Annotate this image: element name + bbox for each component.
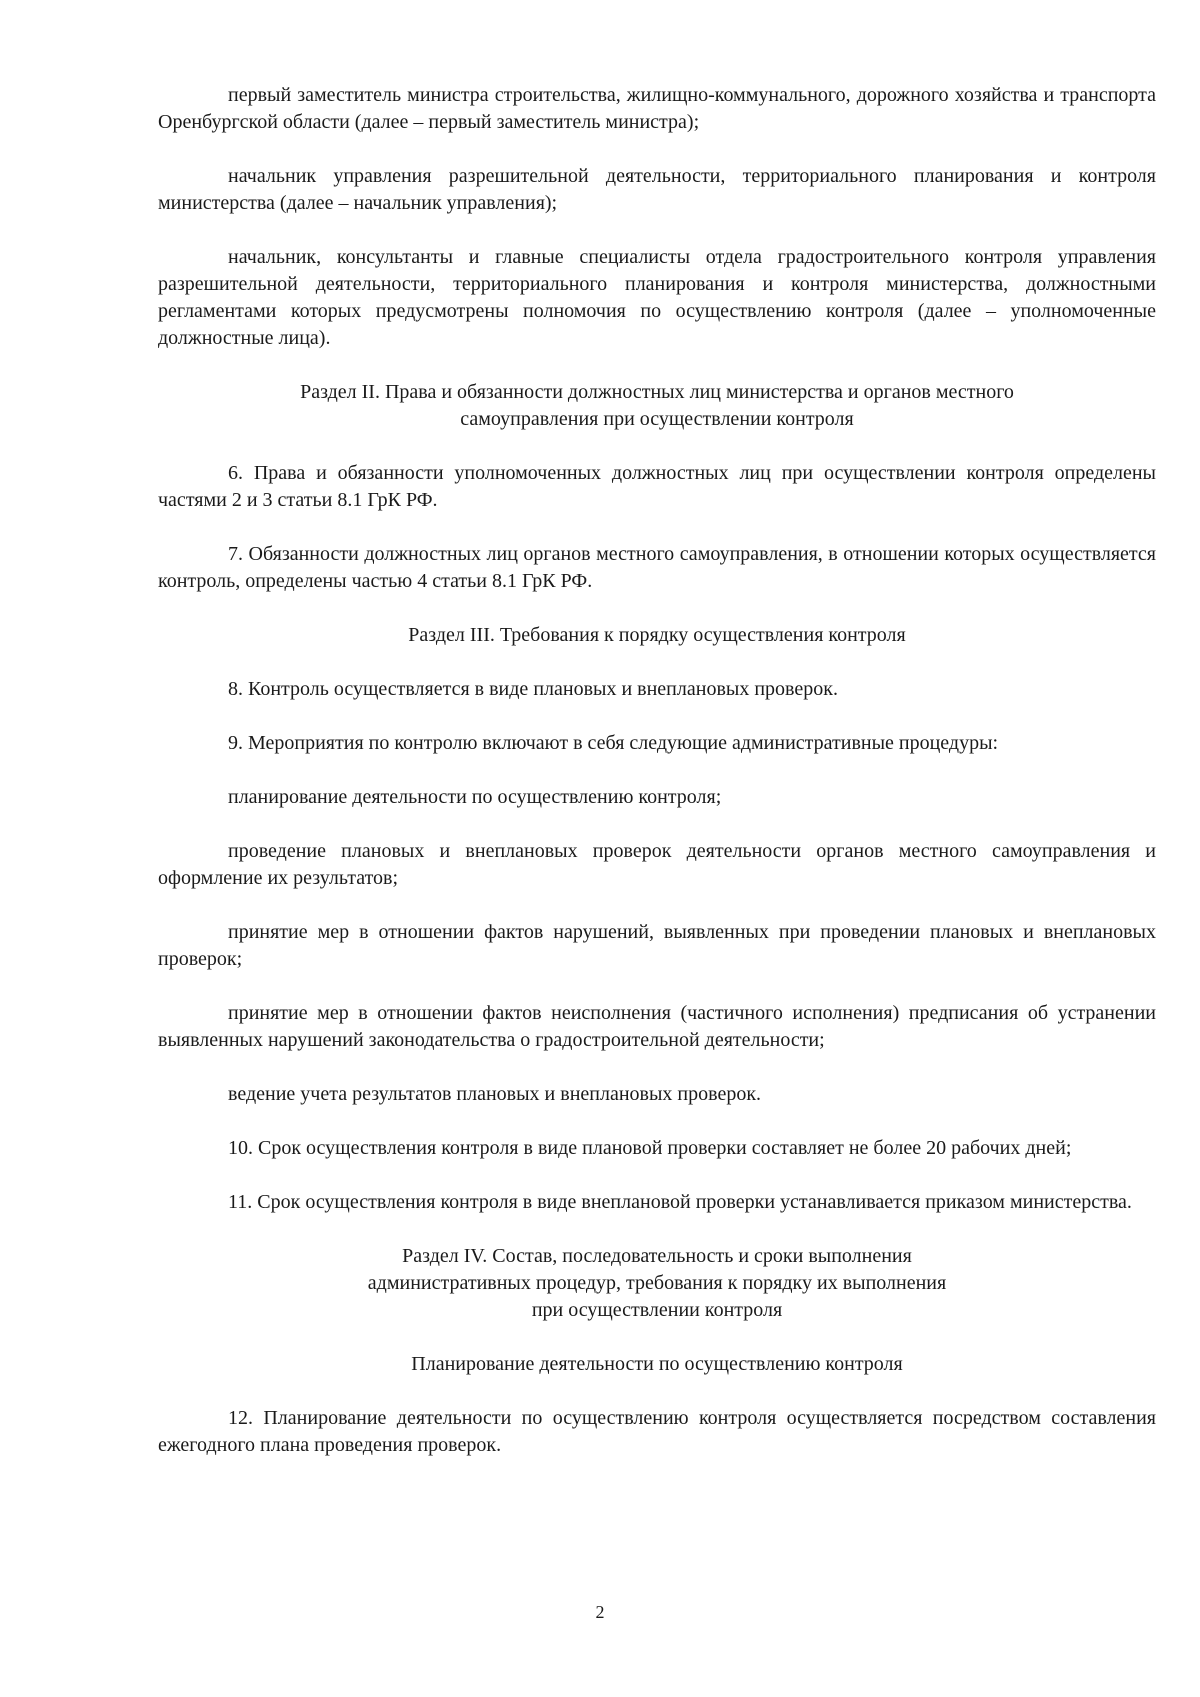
paragraph-10: 10. Срок осуществления контроля в виде плановой проверки составляет не более 20 рабочих дней; [228,1137,1072,1159]
section-3-heading [158,622,1156,649]
section-3-heading-text: Раздел III. Требования к порядку осуществления контроля [408,624,906,646]
paragraph-9-item-inspections: проведение плановых и внеплановых проверок деятельности органов местного самоуправления и оформление их результатов; [158,840,1156,889]
section-2-heading-line-1: Раздел II. Права и обязанности должностных лиц министерства и органов местного [300,381,1014,403]
paragraph-head-of-department: начальник управления разрешительной деятельности, территориального планирования и контроля министерства (далее – начальник управления); [158,165,1156,214]
section-4-heading [158,1243,1156,1324]
paragraph-9-item-violations: принятие мер в отношении фактов нарушений, выявленных при проведении плановых и внеплановых проверок; [158,921,1156,970]
planning-subheading [158,1351,1156,1378]
paragraph-9-item-planning: планирование деятельности по осуществлению контроля; [228,786,722,808]
paragraph-7: 7. Обязанности должностных лиц органов местного самоуправления, в отношении которых осуществляется контроль, определены частью 4 статьи 8.1 ГрК РФ. [158,543,1156,592]
section-2-heading-line-2: самоуправления при осуществлении контроля [460,408,854,430]
paragraph-11: 11. Срок осуществления контроля в виде внеплановой проверки устанавливается приказом министерства. [228,1191,1132,1213]
section-4-heading-line-2: административных процедур, требования к порядку их выполнения [367,1272,947,1294]
page-number: 2 [595,1602,605,1622]
paragraph-first-deputy-minister: первый заместитель министра строительства, жилищно-коммунального, дорожного хозяйства и транспорта Оренбургской области (далее – первый заместитель министра); [158,84,1156,133]
planning-subheading-text: Планирование деятельности по осуществлению контроля [411,1353,903,1375]
paragraph-12: 12. Планирование деятельности по осуществлению контроля осуществляется посредством составления ежегодного плана проведения проверок. [158,1407,1156,1456]
paragraph-8: 8. Контроль осуществляется в виде плановых и внеплановых проверок. [228,678,838,700]
paragraph-9: 9. Мероприятия по контролю включают в себя следующие административные процедуры: [228,732,999,754]
paragraph-9-item-records: ведение учета результатов плановых и внеплановых проверок. [228,1083,762,1105]
section-4-heading-line-3: при осуществлении контроля [531,1299,783,1321]
document-page [158,82,1156,1486]
paragraph-authorized-officials: начальник, консультанты и главные специалисты отдела градостроительного контроля управления разрешительной деятельности, территориального планирования и контроля министерства, должностными регламентами которых предусмотрены полномочия по осуществлению контроля (далее – уполномоченные должностные лица). [158,246,1156,349]
section-4-heading-line-1: Раздел IV. Состав, последовательность и сроки выполнения [402,1245,912,1267]
paragraph-6: 6. Права и обязанности уполномоченных должностных лиц при осуществлении контроля определены частями 2 и 3 статьи 8.1 ГрК РФ. [158,462,1156,511]
paragraph-9-item-non-compliance: принятие мер в отношении фактов неисполнения (частичного исполнения) предписания об устранении выявленных нарушений законодательства о градостроительной деятельности; [158,1002,1156,1051]
section-2-heading [158,379,1156,433]
